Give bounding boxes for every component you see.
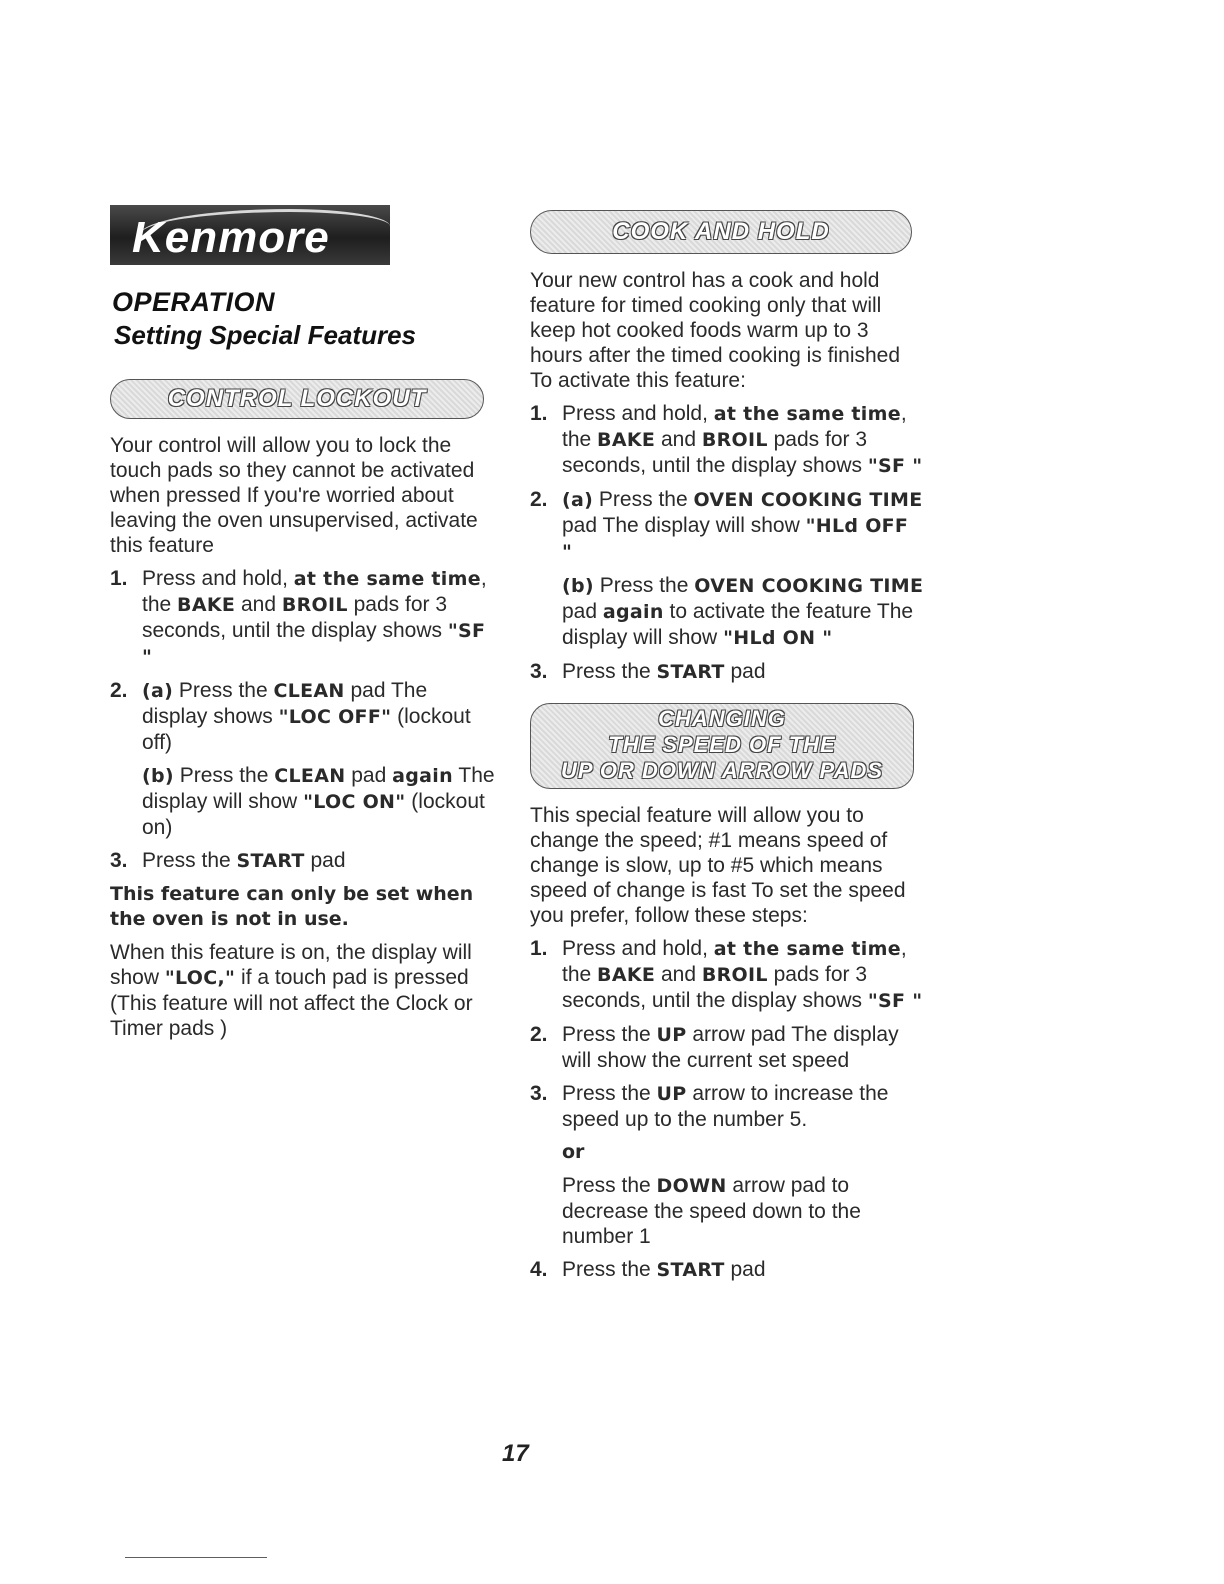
step-text: Press and hold,	[562, 402, 714, 425]
step-text: Press the	[593, 574, 695, 597]
page-title: OPERATION	[112, 287, 276, 317]
step-number: 2.	[530, 1023, 548, 1046]
arrow-speed-banner	[530, 703, 914, 789]
step-text: , the	[562, 937, 907, 986]
step-bold: "SF "	[867, 990, 923, 1012]
control-lockout-banner	[110, 379, 484, 419]
step-text: pad	[724, 660, 766, 683]
step-bold: (b)	[562, 575, 594, 597]
step-bold: BROIL	[701, 964, 768, 986]
step-bold: CLEAN	[273, 680, 345, 702]
or-separator: or	[562, 1141, 585, 1163]
note-text: if a touch pad is pressed (This feature will not affect the Clock or Timer pads )	[110, 966, 473, 1040]
step-text: Press the	[562, 660, 657, 683]
step-bold: "HLd ON "	[723, 627, 833, 649]
step-text: arrow pad The display will show the current set speed	[562, 1023, 899, 1072]
step-bold: "LOC OFF"	[278, 706, 392, 728]
step-text: pad	[345, 764, 393, 787]
step-text: to activate the feature The display will show	[562, 600, 914, 649]
step-bold: "LOC ON"	[303, 791, 406, 813]
step-number: 1.	[110, 567, 128, 590]
banner-title-line-2: THE SPEED OF THE	[608, 732, 836, 757]
step-text: Press the	[173, 764, 275, 787]
step-text: and	[655, 963, 702, 986]
cook-and-hold-banner	[530, 210, 912, 254]
step-bold: at the same time	[293, 568, 481, 590]
step-text: pad The display will show	[562, 514, 806, 537]
step-text: (lockout off)	[142, 705, 471, 754]
cookhold-step-2	[530, 487, 925, 651]
step-bold: START	[656, 1259, 725, 1281]
page-subtitle: Setting Special Features	[114, 320, 416, 350]
step-bold: at the same time	[713, 938, 901, 960]
step-bold: "HLd OFF "	[562, 515, 909, 563]
step-text: Press the	[173, 679, 274, 702]
step-text: Press the	[562, 1082, 657, 1105]
step-text: Press the	[562, 1174, 657, 1197]
step-number: 1.	[530, 402, 548, 425]
banner-title-line-3: UP OR DOWN ARROW PADS	[560, 758, 884, 783]
cookhold-step-3	[530, 659, 925, 685]
note-text: When this feature is on, the display will show	[110, 941, 472, 989]
step-text: pad	[304, 849, 346, 872]
speed-step-4	[530, 1257, 925, 1283]
step-bold: UP	[656, 1083, 687, 1105]
step-bold: START	[656, 661, 725, 683]
step-number: 2.	[110, 679, 128, 702]
step-text: pad The display shows	[142, 679, 428, 728]
step-number: 3.	[530, 1082, 548, 1105]
lockout-step-2	[110, 678, 495, 840]
logo-text: Kenmore	[132, 213, 330, 262]
speed-step-1	[530, 936, 925, 1014]
step-text: , the	[562, 402, 907, 451]
page-number: 17	[502, 1440, 529, 1467]
step-number: 3.	[530, 660, 548, 683]
footer-divider	[125, 1557, 267, 1558]
step-bold: BAKE	[597, 429, 656, 451]
step-text: pads for 3 seconds, until the display shows	[562, 428, 868, 477]
step-bold: BROIL	[701, 429, 768, 451]
step-text: Press the	[142, 849, 237, 872]
right-column	[530, 210, 925, 1283]
step-text: and	[655, 428, 702, 451]
step-bold: BAKE	[597, 964, 656, 986]
step-bold: START	[236, 850, 305, 872]
step-bold: at the same time	[713, 403, 901, 425]
step-text: The display will show	[142, 764, 495, 813]
speed-step-2	[530, 1022, 925, 1073]
banner-title-line-1: CHANGING	[658, 706, 786, 731]
step-text: Press the	[562, 1023, 657, 1046]
speed-step-3	[530, 1081, 925, 1249]
lockout-intro: Your control will allow you to lock the touch pads so they cannot be activated when pressed If you're worried about leaving the oven unsupervised, activate this feature	[110, 434, 478, 557]
step-bold: UP	[656, 1024, 687, 1046]
step-bold: (a)	[142, 680, 174, 702]
speed-intro: This special feature will allow you to change the speed; #1 means speed of change is slow, up to #5 which means speed of change is fast To set the speed you prefer, follow these steps:	[530, 804, 906, 927]
lockout-warning: This feature can only be set when the oven is not in use.	[110, 883, 474, 930]
left-column	[110, 205, 495, 1041]
step-number: 2.	[530, 488, 548, 511]
kenmore-logo	[110, 205, 390, 265]
banner-title: CONTROL LOCKOUT	[167, 385, 427, 412]
step-text: and	[235, 593, 282, 616]
step-text: pad	[562, 600, 603, 623]
step-text: Press the	[593, 488, 694, 511]
cookhold-step-1	[530, 401, 925, 479]
step-bold: "SF "	[142, 620, 486, 668]
lockout-step-1	[110, 566, 495, 670]
step-bold: "SF "	[867, 455, 923, 477]
step-text: arrow to increase the speed up to the number 5.	[562, 1082, 889, 1131]
step-bold: BAKE	[177, 594, 236, 616]
step-bold: OVEN COOKING TIME	[693, 489, 923, 511]
lockout-note	[110, 940, 495, 1041]
step-text: pads for 3 seconds, until the display shows	[562, 963, 868, 1012]
step-text: Press and hold,	[562, 937, 714, 960]
note-bold: "LOC,"	[164, 967, 236, 989]
step-bold: again	[392, 765, 453, 787]
step-text: pads for 3 seconds, until the display shows	[142, 593, 448, 642]
step-bold: again	[602, 601, 664, 623]
step-text: Press the	[562, 1258, 657, 1281]
step-bold: DOWN	[656, 1175, 727, 1197]
banner-title: COOK AND HOLD	[612, 218, 830, 245]
step-number: 3.	[110, 849, 128, 872]
step-bold: (b)	[142, 765, 174, 787]
step-text: pad	[724, 1258, 766, 1281]
step-bold: BROIL	[281, 594, 348, 616]
step-bold: OVEN COOKING TIME	[694, 575, 924, 597]
step-bold: (a)	[562, 489, 594, 511]
step-text: , the	[142, 567, 487, 616]
step-text: Press and hold,	[142, 567, 294, 590]
step-text: (lockout on)	[142, 790, 485, 839]
lockout-step-3	[110, 848, 495, 874]
cookhold-intro: Your new control has a cook and hold feature for timed cooking only that will keep hot cooked foods warm up to 3 hours after the timed cooking is finished To activate this feature:	[530, 269, 901, 392]
step-text: arrow pad to decrease the speed down to the number 1	[562, 1174, 861, 1248]
step-number: 1.	[530, 937, 548, 960]
step-number: 4.	[530, 1258, 548, 1281]
step-bold: CLEAN	[274, 765, 346, 787]
